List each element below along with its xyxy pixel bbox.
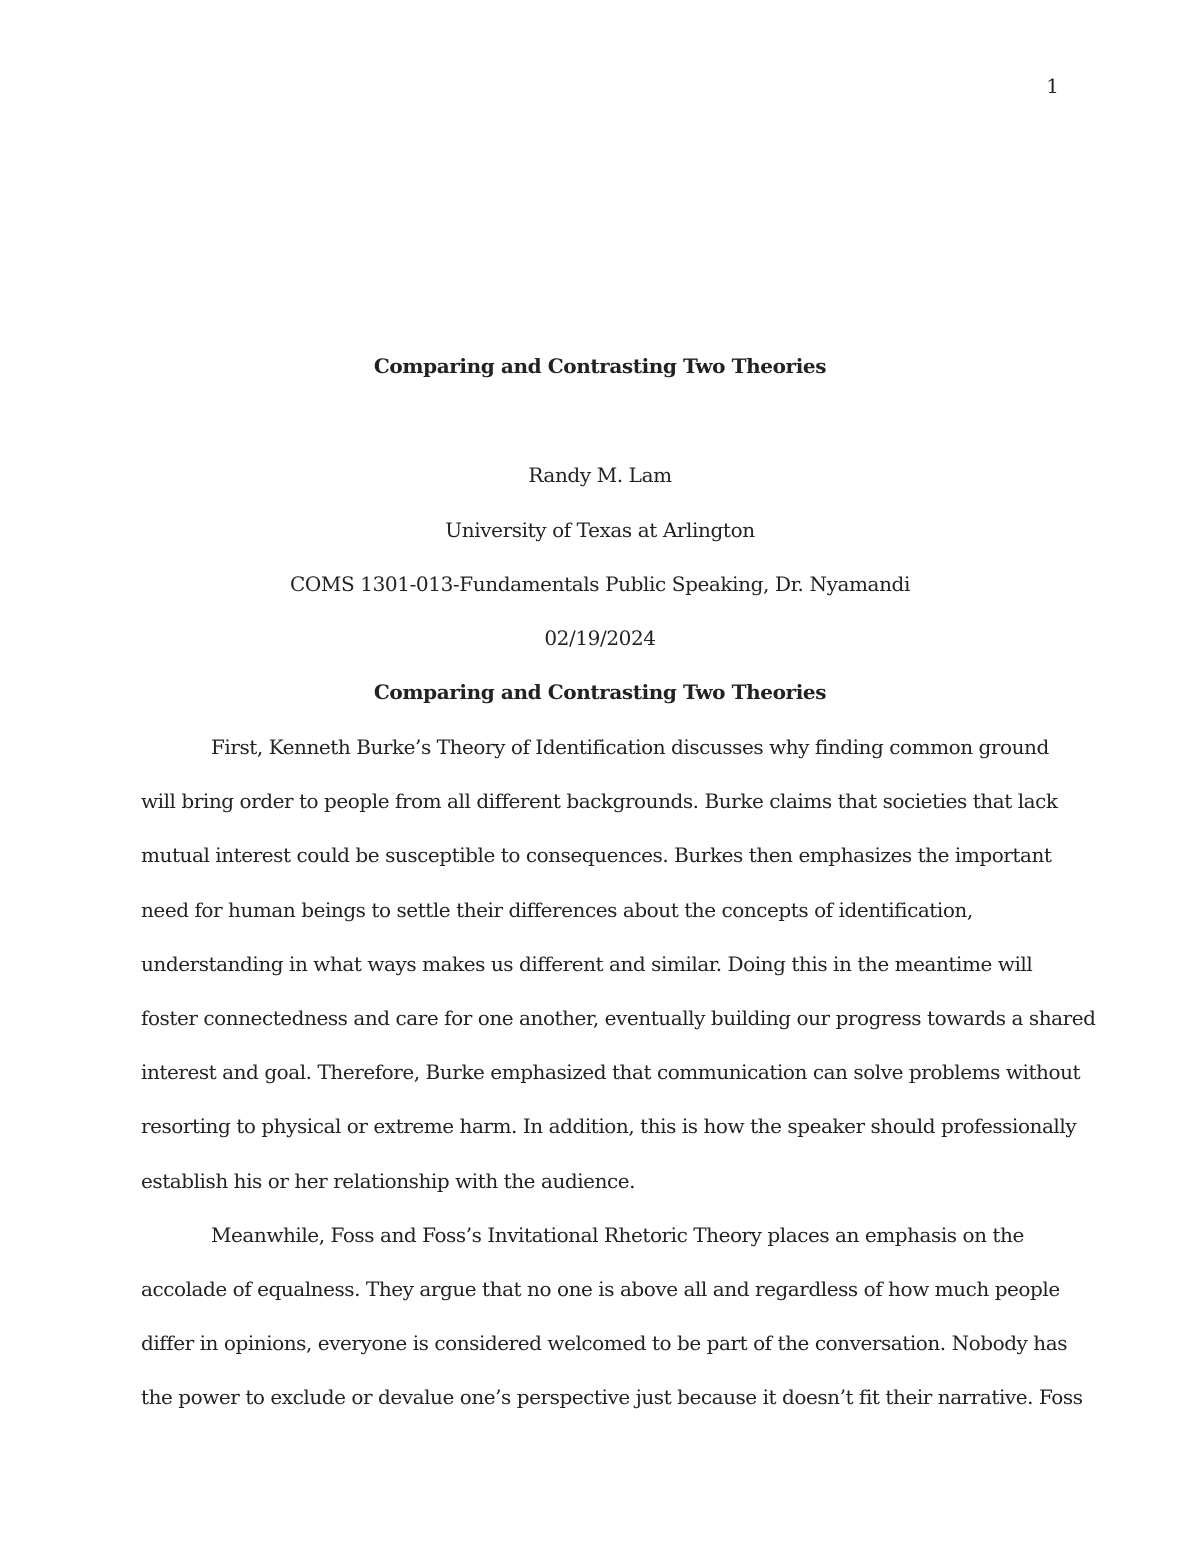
title-page-title: Comparing and Contrasting Two Theories — [373, 354, 827, 378]
paragraph-line: will bring order to people from all different backgrounds. Burke claims that societies that lack — [141, 789, 1058, 814]
page-number: 1 — [1046, 74, 1059, 98]
paragraph-2 — [141, 1208, 1083, 1425]
paragraph-line: need for human beings to settle their differences about the concepts of identification, — [141, 897, 973, 922]
course-info: COMS 1301-013-Fundamentals Public Speaking, Dr. Nyamandi — [290, 572, 910, 596]
paragraph-line: foster connectedness and care for one another, eventually building our progress towards a shared — [141, 1005, 1096, 1030]
paragraph-line: interest and goal. Therefore, Burke emphasized that communication can solve problems without — [141, 1060, 1081, 1085]
paragraph-line: First, Kenneth Burke’s Theory of Identification discusses why finding common ground — [211, 735, 1049, 759]
paragraph-line: establish his or her relationship with the audience. — [141, 1168, 636, 1193]
paragraph-1 — [141, 720, 1096, 1208]
paragraph-line: Meanwhile, Foss and Foss’s Invitational Rhetoric Theory places an emphasis on the — [211, 1222, 1024, 1247]
institution: University of Texas at Arlington — [445, 518, 755, 542]
section-heading: Comparing and Contrasting Two Theories — [373, 680, 827, 704]
paragraph-line: accolade of equalness. They argue that no one is above all and regardless of how much people — [141, 1276, 1060, 1301]
paragraph-line: resorting to physical or extreme harm. In addition, this is how the speaker should professionally — [141, 1114, 1077, 1139]
paragraph-line: understanding in what ways makes us different and similar. Doing this in the meantime will — [141, 951, 1033, 976]
date: 02/19/2024 — [544, 626, 656, 650]
paragraph-line: mutual interest could be susceptible to consequences. Burkes then emphasizes the important — [141, 843, 1052, 868]
author-name: Randy M. Lam — [528, 463, 672, 487]
body-text — [141, 720, 1096, 1424]
paragraph-line: differ in opinions, everyone is considered welcomed to be part of the conversation. Nobody has — [141, 1331, 1068, 1356]
paragraph-line: the power to exclude or devalue one’s perspective just because it doesn’t fit their narrative. Foss — [141, 1385, 1083, 1410]
